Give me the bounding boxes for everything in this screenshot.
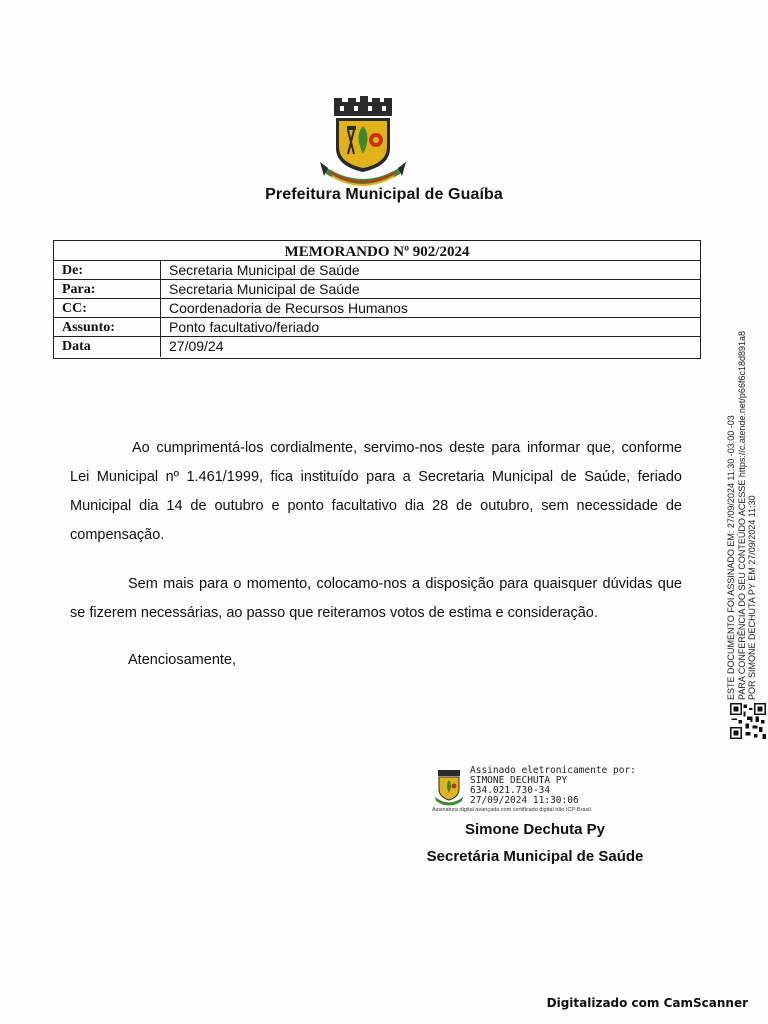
signer-role: Secretária Municipal de Saúde	[426, 848, 644, 865]
memo-value: Coordenadoria de Recursos Humanos	[169, 300, 408, 316]
memo-row-date	[54, 337, 700, 357]
signer-name: Simone Dechuta Py	[464, 821, 606, 838]
memo-row-from	[54, 261, 700, 280]
stamp-line: 634.021.730-34	[470, 785, 551, 796]
memo-label: CC:	[54, 299, 161, 317]
memo-value: Ponto facultativo/feriado	[169, 319, 320, 335]
verification-link[interactable]: PARA CONFERÊNCIA DO SEU CONTEÚDO ACESSE https://c.atende.net/p66f6c18d891a8	[736, 331, 747, 700]
scanner-watermark: Digitalizado com CamScanner	[546, 996, 748, 1010]
stamp-line: Assinado eletronicamente por:	[470, 765, 636, 776]
qr-code-icon[interactable]	[729, 703, 767, 739]
verification-line: ESTE DOCUMENTO FOI ASSINADO EM: 27/09/2024 11:30 -03:00 -03	[726, 415, 736, 700]
signature-crest-icon	[433, 768, 465, 806]
memo-row-cc	[54, 299, 700, 318]
memo-value: 27/09/24	[169, 338, 224, 354]
body-paragraph-2: Sem mais para o momento, colocamo-nos a disposição para quaisquer dúvidas que se fizerem necessárias, ao passo que reiteramos votos de estima e consideração.	[70, 576, 682, 621]
signature-certificate-note: Assinatura digital avançada com certificado digital não ICP-Brasil.	[432, 807, 593, 813]
verification-line: POR SIMONE DECHUTA PY EM 27/09/2024 11:30	[747, 495, 757, 700]
memo-header-table	[53, 240, 701, 359]
memo-label: Para:	[54, 280, 161, 298]
memo-value: Secretaria Municipal de Saúde	[169, 281, 360, 297]
memo-label: De:	[54, 261, 161, 279]
memo-value: Secretaria Municipal de Saúde	[169, 262, 360, 278]
memo-row-to	[54, 280, 700, 299]
body-paragraph-1: Ao cumprimentá-los cordialmente, servimo-nos deste para informar que, conforme Lei Municipal nº 1.461/1999, fica instituído para a Secretaria Municipal de Saúde, feriado Municipal dia 14 de outubro e ponto facultativo dia 28 de outubro, sem necessidade de compensação.	[70, 440, 682, 543]
memo-row-subject	[54, 318, 700, 337]
memo-label: Assunto:	[54, 318, 161, 336]
org-title: Prefeitura Municipal de Guaíba	[265, 186, 503, 203]
memo-title: MEMORANDO Nº 902/2024	[54, 241, 700, 261]
memo-label: Data	[54, 337, 161, 357]
coat-of-arms-logo	[320, 96, 406, 188]
signature-stamp	[470, 766, 636, 806]
stamp-line: SIMONE DECHUTA PY	[470, 775, 568, 786]
closing-salutation: Atenciosamente,	[128, 652, 237, 668]
stamp-line: 27/09/2024 11:30:06	[470, 795, 579, 806]
